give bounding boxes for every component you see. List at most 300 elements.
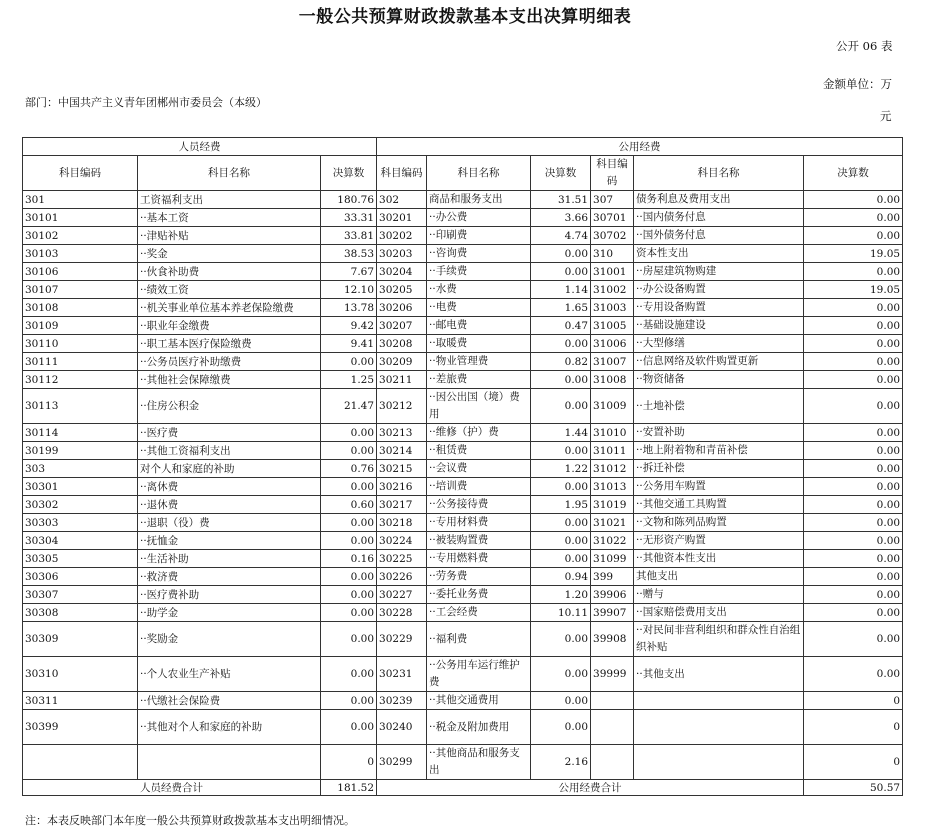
capital-amount-cell: 0.00	[804, 227, 903, 245]
capital-amount-cell: 0.00	[804, 514, 903, 532]
personnel-name-cell: 对个人和家庭的补助	[138, 460, 321, 478]
goods-amount-cell: 1.20	[531, 586, 591, 604]
goods-code-cell: 30216	[377, 478, 427, 496]
personnel-name-cell: ··职工基本医疗保险缴费	[138, 335, 321, 353]
col-header-code: 科目编码	[377, 156, 427, 191]
personnel-code-cell: 30107	[23, 281, 138, 299]
goods-amount-cell: 0.00	[531, 550, 591, 568]
personnel-amount-cell: 12.10	[321, 281, 377, 299]
personnel-amount-cell: 1.25	[321, 371, 377, 389]
goods-name-cell: 商品和服务支出	[427, 191, 531, 209]
goods-name-cell: ··办公费	[427, 209, 531, 227]
goods-code-cell: 30240	[377, 710, 427, 745]
public-header: 公用经费	[377, 138, 903, 156]
goods-name-cell: ··维修（护）费	[427, 424, 531, 442]
goods-name-cell: ··印刷费	[427, 227, 531, 245]
capital-code-cell: 31012	[591, 460, 634, 478]
goods-code-cell: 30231	[377, 657, 427, 692]
goods-name-cell: ··水费	[427, 281, 531, 299]
goods-code-cell: 30225	[377, 550, 427, 568]
goods-amount-cell: 0.00	[531, 371, 591, 389]
capital-name-cell: 资本性支出	[634, 245, 804, 263]
goods-code-cell: 30205	[377, 281, 427, 299]
capital-name-cell: ··国内债务付息	[634, 209, 804, 227]
capital-name-cell: ··国外债务付息	[634, 227, 804, 245]
personnel-amount-cell: 38.53	[321, 245, 377, 263]
public-total-label: 公用经费合计	[377, 780, 804, 796]
goods-code-cell: 30203	[377, 245, 427, 263]
table-row	[23, 460, 903, 478]
capital-amount-cell: 0.00	[804, 371, 903, 389]
table-row	[23, 442, 903, 460]
amount-unit-label: 金额单位：万	[823, 77, 892, 91]
goods-code-cell: 30226	[377, 568, 427, 586]
capital-name-cell: ··赠与	[634, 586, 804, 604]
table-row	[23, 281, 903, 299]
personnel-total-value: 181.52	[321, 780, 377, 796]
personnel-amount-cell: 0.00	[321, 710, 377, 745]
col-header-code: 科目编码	[23, 156, 138, 191]
personnel-code-cell: 30199	[23, 442, 138, 460]
table-row	[23, 568, 903, 586]
capital-amount-cell: 0.00	[804, 568, 903, 586]
table-row	[23, 245, 903, 263]
personnel-code-cell: 30310	[23, 657, 138, 692]
personnel-code-cell: 30108	[23, 299, 138, 317]
personnel-code-cell: 30101	[23, 209, 138, 227]
capital-amount-cell: 0.00	[804, 622, 903, 657]
personnel-amount-cell: 0.00	[321, 532, 377, 550]
capital-code-cell	[591, 710, 634, 745]
personnel-header: 人员经费	[23, 138, 377, 156]
goods-code-cell: 30214	[377, 442, 427, 460]
personnel-amount-cell: 0.00	[321, 424, 377, 442]
capital-code-cell: 39908	[591, 622, 634, 657]
capital-name-cell: ··文物和陈列品购置	[634, 514, 804, 532]
goods-code-cell: 30207	[377, 317, 427, 335]
goods-amount-cell: 1.22	[531, 460, 591, 478]
goods-code-cell: 30229	[377, 622, 427, 657]
personnel-name-cell: ··职业年金缴费	[138, 317, 321, 335]
goods-name-cell: ··公务用车运行维护费	[427, 657, 531, 692]
personnel-amount-cell: 0.00	[321, 478, 377, 496]
goods-amount-cell: 0.00	[531, 263, 591, 281]
goods-code-cell: 30218	[377, 514, 427, 532]
personnel-code-cell: 30112	[23, 371, 138, 389]
capital-name-cell: 债务利息及费用支出	[634, 191, 804, 209]
capital-name-cell: ··其他交通工具购置	[634, 496, 804, 514]
personnel-name-cell	[138, 745, 321, 780]
form-number: 公开 06 表	[836, 39, 893, 53]
personnel-amount-cell: 0.00	[321, 604, 377, 622]
capital-name-cell: ··其他资本性支出	[634, 550, 804, 568]
capital-name-cell: ··拆迁补偿	[634, 460, 804, 478]
goods-amount-cell: 0.00	[531, 657, 591, 692]
personnel-amount-cell: 0.00	[321, 442, 377, 460]
goods-amount-cell: 0.00	[531, 692, 591, 710]
table-row	[23, 532, 903, 550]
goods-amount-cell: 1.14	[531, 281, 591, 299]
goods-name-cell: ··其他商品和服务支出	[427, 745, 531, 780]
goods-name-cell: ··邮电费	[427, 317, 531, 335]
capital-name-cell: ··对民间非营利组织和群众性自治组织补贴	[634, 622, 804, 657]
personnel-amount-cell: 7.67	[321, 263, 377, 281]
capital-amount-cell: 0.00	[804, 317, 903, 335]
col-header-amount: 决算数	[321, 156, 377, 191]
capital-amount-cell: 0.00	[804, 657, 903, 692]
personnel-amount-cell: 21.47	[321, 389, 377, 424]
goods-name-cell: ··租赁费	[427, 442, 531, 460]
personnel-name-cell: ··奖金	[138, 245, 321, 263]
goods-amount-cell: 0.00	[531, 514, 591, 532]
goods-code-cell: 30204	[377, 263, 427, 281]
capital-code-cell: 31009	[591, 389, 634, 424]
table-row	[23, 745, 903, 780]
goods-name-cell: ··专用材料费	[427, 514, 531, 532]
goods-name-cell: ··咨询费	[427, 245, 531, 263]
table-row	[23, 263, 903, 281]
goods-amount-cell: 10.11	[531, 604, 591, 622]
goods-amount-cell: 0.00	[531, 335, 591, 353]
goods-name-cell: ··因公出国（境）费用	[427, 389, 531, 424]
capital-amount-cell: 0	[804, 692, 903, 710]
goods-amount-cell: 2.16	[531, 745, 591, 780]
capital-amount-cell: 0	[804, 745, 903, 780]
personnel-code-cell: 30305	[23, 550, 138, 568]
capital-amount-cell: 0.00	[804, 335, 903, 353]
goods-name-cell: ··手续费	[427, 263, 531, 281]
department-label: 部门：中国共产主义青年团郴州市委员会（本级）	[25, 96, 267, 109]
capital-name-cell: ··基础设施建设	[634, 317, 804, 335]
goods-name-cell: ··培训费	[427, 478, 531, 496]
goods-code-cell: 30212	[377, 389, 427, 424]
personnel-code-cell: 30102	[23, 227, 138, 245]
goods-amount-cell: 0.82	[531, 353, 591, 371]
capital-code-cell: 31008	[591, 371, 634, 389]
capital-name-cell: 其他支出	[634, 568, 804, 586]
table-row	[23, 371, 903, 389]
capital-name-cell: ··物资储备	[634, 371, 804, 389]
personnel-code-cell: 30114	[23, 424, 138, 442]
capital-amount-cell: 0.00	[804, 586, 903, 604]
goods-amount-cell: 0.00	[531, 710, 591, 745]
personnel-name-cell: ··其他社会保障缴费	[138, 371, 321, 389]
amount-unit-label-cont: 元	[880, 109, 892, 123]
personnel-name-cell: ··退休费	[138, 496, 321, 514]
personnel-amount-cell: 33.31	[321, 209, 377, 227]
personnel-name-cell: ··个人农业生产补贴	[138, 657, 321, 692]
personnel-amount-cell: 9.41	[321, 335, 377, 353]
personnel-name-cell: ··离休费	[138, 478, 321, 496]
capital-code-cell: 39906	[591, 586, 634, 604]
personnel-name-cell: ··医疗费补助	[138, 586, 321, 604]
personnel-name-cell: ··机关事业单位基本养老保险缴费	[138, 299, 321, 317]
goods-code-cell: 30239	[377, 692, 427, 710]
footnote: 注：本表反映部门本年度一般公共预算财政拨款基本支出明细情况。	[25, 814, 355, 827]
capital-amount-cell: 0.00	[804, 460, 903, 478]
goods-amount-cell: 3.66	[531, 209, 591, 227]
personnel-name-cell: ··伙食补助费	[138, 263, 321, 281]
personnel-amount-cell: 0.00	[321, 514, 377, 532]
capital-amount-cell: 0.00	[804, 604, 903, 622]
capital-name-cell: ··无形资产购置	[634, 532, 804, 550]
capital-code-cell: 31005	[591, 317, 634, 335]
goods-amount-cell: 1.65	[531, 299, 591, 317]
capital-code-cell: 31011	[591, 442, 634, 460]
personnel-amount-cell: 13.78	[321, 299, 377, 317]
goods-name-cell: ··其他交通费用	[427, 692, 531, 710]
goods-name-cell: ··福利费	[427, 622, 531, 657]
personnel-amount-cell: 9.42	[321, 317, 377, 335]
capital-amount-cell: 0.00	[804, 478, 903, 496]
capital-code-cell: 307	[591, 191, 634, 209]
goods-code-cell: 30201	[377, 209, 427, 227]
capital-name-cell: ··地上附着物和青苗补偿	[634, 442, 804, 460]
capital-name-cell	[634, 745, 804, 780]
goods-name-cell: ··物业管理费	[427, 353, 531, 371]
personnel-code-cell: 30106	[23, 263, 138, 281]
personnel-amount-cell: 180.76	[321, 191, 377, 209]
goods-code-cell: 30213	[377, 424, 427, 442]
capital-name-cell: ··国家赔偿费用支出	[634, 604, 804, 622]
personnel-amount-cell: 0	[321, 745, 377, 780]
capital-name-cell: ··信息网络及软件购置更新	[634, 353, 804, 371]
goods-code-cell: 30211	[377, 371, 427, 389]
personnel-code-cell	[23, 745, 138, 780]
goods-amount-cell: 4.74	[531, 227, 591, 245]
personnel-name-cell: ··生活补助	[138, 550, 321, 568]
capital-amount-cell: 0.00	[804, 442, 903, 460]
personnel-name-cell: ··住房公积金	[138, 389, 321, 424]
capital-code-cell	[591, 745, 634, 780]
goods-name-cell: ··专用燃料费	[427, 550, 531, 568]
goods-code-cell: 30215	[377, 460, 427, 478]
goods-amount-cell: 1.44	[531, 424, 591, 442]
personnel-name-cell: ··绩效工资	[138, 281, 321, 299]
personnel-code-cell: 303	[23, 460, 138, 478]
personnel-code-cell: 30308	[23, 604, 138, 622]
col-header-code: 科目编码	[591, 156, 634, 191]
table-row	[23, 335, 903, 353]
personnel-amount-cell: 0.00	[321, 353, 377, 371]
table-row	[23, 496, 903, 514]
capital-code-cell: 39907	[591, 604, 634, 622]
capital-amount-cell: 0.00	[804, 191, 903, 209]
capital-amount-cell: 0.00	[804, 550, 903, 568]
capital-amount-cell: 0.00	[804, 496, 903, 514]
personnel-code-cell: 30301	[23, 478, 138, 496]
goods-code-cell: 30206	[377, 299, 427, 317]
capital-code-cell: 30701	[591, 209, 634, 227]
personnel-name-cell: ··津贴补贴	[138, 227, 321, 245]
capital-code-cell: 31002	[591, 281, 634, 299]
personnel-amount-cell: 0.00	[321, 586, 377, 604]
personnel-code-cell: 30109	[23, 317, 138, 335]
table-row	[23, 692, 903, 710]
personnel-name-cell: ··其他工资福利支出	[138, 442, 321, 460]
capital-code-cell: 310	[591, 245, 634, 263]
goods-amount-cell: 1.95	[531, 496, 591, 514]
table-row	[23, 191, 903, 209]
capital-amount-cell: 0.00	[804, 424, 903, 442]
personnel-name-cell: ··助学金	[138, 604, 321, 622]
capital-code-cell: 30702	[591, 227, 634, 245]
capital-code-cell: 31021	[591, 514, 634, 532]
personnel-code-cell: 301	[23, 191, 138, 209]
table-row	[23, 424, 903, 442]
capital-amount-cell: 0.00	[804, 389, 903, 424]
capital-code-cell: 31010	[591, 424, 634, 442]
table-row	[23, 550, 903, 568]
capital-code-cell	[591, 692, 634, 710]
table-row	[23, 710, 903, 745]
personnel-amount-cell: 0.00	[321, 692, 377, 710]
personnel-name-cell: ··救济费	[138, 568, 321, 586]
capital-name-cell: ··公务用车购置	[634, 478, 804, 496]
col-header-name: 科目名称	[634, 156, 804, 191]
goods-name-cell: ··税金及附加费用	[427, 710, 531, 745]
personnel-code-cell: 30103	[23, 245, 138, 263]
table-row	[23, 299, 903, 317]
table-row	[23, 317, 903, 335]
personnel-amount-cell: 0.00	[321, 568, 377, 586]
capital-amount-cell: 0.00	[804, 209, 903, 227]
personnel-code-cell: 30399	[23, 710, 138, 745]
capital-code-cell: 31022	[591, 532, 634, 550]
personnel-code-cell: 30311	[23, 692, 138, 710]
capital-amount-cell: 0	[804, 710, 903, 745]
capital-name-cell	[634, 692, 804, 710]
goods-amount-cell: 0.00	[531, 532, 591, 550]
goods-amount-cell: 0.00	[531, 442, 591, 460]
expenditure-table	[22, 137, 903, 796]
goods-amount-cell: 0.00	[531, 389, 591, 424]
goods-code-cell: 30217	[377, 496, 427, 514]
goods-code-cell: 30208	[377, 335, 427, 353]
goods-amount-cell: 0.47	[531, 317, 591, 335]
personnel-amount-cell: 0.60	[321, 496, 377, 514]
capital-name-cell	[634, 710, 804, 745]
goods-name-cell: ··取暖费	[427, 335, 531, 353]
col-header-name: 科目名称	[138, 156, 321, 191]
capital-name-cell: ··安置补助	[634, 424, 804, 442]
table-row	[23, 227, 903, 245]
page-title: 一般公共预算财政拨款基本支出决算明细表	[298, 7, 632, 27]
goods-name-cell: ··被装购置费	[427, 532, 531, 550]
personnel-name-cell: ··代缴社会保险费	[138, 692, 321, 710]
capital-amount-cell: 19.05	[804, 245, 903, 263]
personnel-amount-cell: 0.00	[321, 622, 377, 657]
personnel-code-cell: 30113	[23, 389, 138, 424]
goods-name-cell: ··委托业务费	[427, 586, 531, 604]
capital-amount-cell: 19.05	[804, 281, 903, 299]
table-row	[23, 604, 903, 622]
table-row	[23, 586, 903, 604]
capital-code-cell: 31013	[591, 478, 634, 496]
personnel-name-cell: ··退职（役）费	[138, 514, 321, 532]
capital-name-cell: ··其他支出	[634, 657, 804, 692]
personnel-code-cell: 30304	[23, 532, 138, 550]
goods-name-cell: ··公务接待费	[427, 496, 531, 514]
capital-code-cell: 31019	[591, 496, 634, 514]
goods-amount-cell: 0.00	[531, 478, 591, 496]
goods-code-cell: 30227	[377, 586, 427, 604]
goods-name-cell: ··电费	[427, 299, 531, 317]
table-body	[23, 191, 903, 780]
capital-code-cell: 31001	[591, 263, 634, 281]
goods-amount-cell: 0.00	[531, 622, 591, 657]
goods-name-cell: ··差旅费	[427, 371, 531, 389]
col-header-amount: 决算数	[804, 156, 903, 191]
capital-amount-cell: 0.00	[804, 532, 903, 550]
table-row	[23, 353, 903, 371]
personnel-code-cell: 30111	[23, 353, 138, 371]
personnel-name-cell: ··其他对个人和家庭的补助	[138, 710, 321, 745]
capital-name-cell: ··办公设备购置	[634, 281, 804, 299]
table-row	[23, 657, 903, 692]
goods-name-cell: ··工会经费	[427, 604, 531, 622]
personnel-name-cell: ··医疗费	[138, 424, 321, 442]
capital-code-cell: 31099	[591, 550, 634, 568]
personnel-name-cell: ··基本工资	[138, 209, 321, 227]
capital-amount-cell: 0.00	[804, 263, 903, 281]
table-row	[23, 389, 903, 424]
goods-amount-cell: 0.00	[531, 245, 591, 263]
col-header-amount: 决算数	[531, 156, 591, 191]
personnel-name-cell: ··公务员医疗补助缴费	[138, 353, 321, 371]
table-row	[23, 478, 903, 496]
public-total-value: 50.57	[804, 780, 903, 796]
personnel-code-cell: 30302	[23, 496, 138, 514]
personnel-amount-cell: 0.76	[321, 460, 377, 478]
goods-code-cell: 30228	[377, 604, 427, 622]
personnel-code-cell: 30110	[23, 335, 138, 353]
personnel-name-cell: ··奖励金	[138, 622, 321, 657]
goods-code-cell: 302	[377, 191, 427, 209]
capital-amount-cell: 0.00	[804, 299, 903, 317]
col-header-name: 科目名称	[427, 156, 531, 191]
personnel-amount-cell: 0.00	[321, 657, 377, 692]
personnel-code-cell: 30309	[23, 622, 138, 657]
capital-name-cell: ··专用设备购置	[634, 299, 804, 317]
personnel-name-cell: 工资福利支出	[138, 191, 321, 209]
personnel-amount-cell: 0.16	[321, 550, 377, 568]
capital-code-cell: 31007	[591, 353, 634, 371]
capital-code-cell: 399	[591, 568, 634, 586]
goods-name-cell: ··劳务费	[427, 568, 531, 586]
goods-code-cell: 30209	[377, 353, 427, 371]
goods-amount-cell: 31.51	[531, 191, 591, 209]
capital-amount-cell: 0.00	[804, 353, 903, 371]
personnel-code-cell: 30307	[23, 586, 138, 604]
capital-code-cell: 31006	[591, 335, 634, 353]
goods-code-cell: 30299	[377, 745, 427, 780]
personnel-code-cell: 30303	[23, 514, 138, 532]
capital-code-cell: 31003	[591, 299, 634, 317]
capital-name-cell: ··房屋建筑物购建	[634, 263, 804, 281]
goods-amount-cell: 0.94	[531, 568, 591, 586]
table-row	[23, 622, 903, 657]
capital-name-cell: ··土地补偿	[634, 389, 804, 424]
goods-name-cell: ··会议费	[427, 460, 531, 478]
personnel-amount-cell: 33.81	[321, 227, 377, 245]
capital-name-cell: ··大型修缮	[634, 335, 804, 353]
capital-code-cell: 39999	[591, 657, 634, 692]
personnel-total-label: 人员经费合计	[23, 780, 321, 796]
goods-code-cell: 30224	[377, 532, 427, 550]
table-row	[23, 514, 903, 532]
goods-code-cell: 30202	[377, 227, 427, 245]
